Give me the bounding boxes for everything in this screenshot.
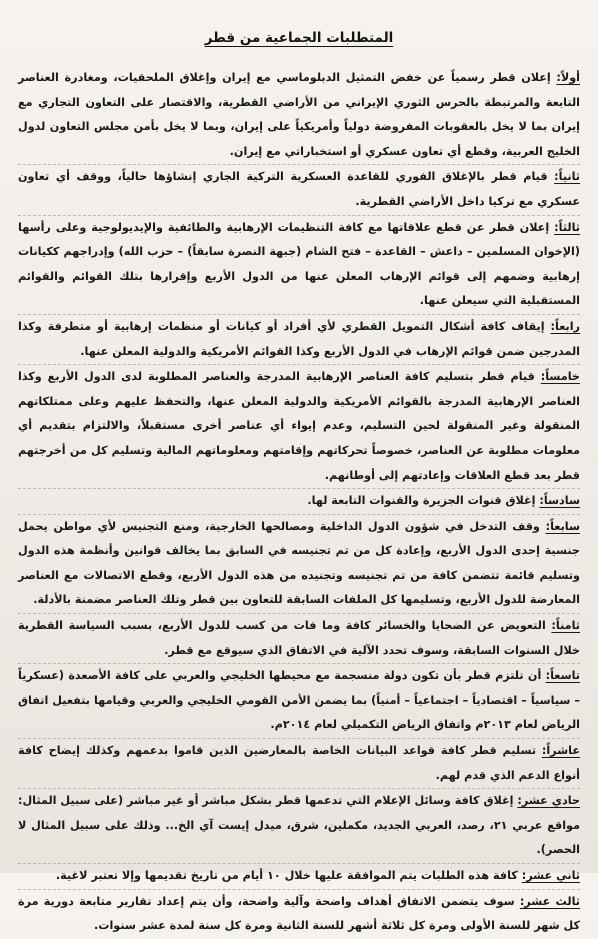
demand-paragraph-6 <box>18 489 580 514</box>
demand-paragraph-9 <box>18 664 580 738</box>
paragraph-text: وقف التدخل في شؤون الدول الداخلية ومصالحها الخارجية، ومنع التجنيس لأي مواطن يحمل جنسية إحدى الدول الأربع، وإعادة كل من تم تجنيسه في السابق بما يخالف قوانين وأنظمة هذه الدول وتسليم قائمة تتضمن كافة من تم تجنيسه وتجنيده من هذه الدول الأربع، وقطع الاتصالات مع العناصر المعارضة للدول الأربع، وتسليمها كل الملفات السابقة للتعاون بين قطر وتلك العناصر مضمنة بالأدلة. <box>18 519 580 607</box>
paragraph-text: إغلاق قنوات الجزيرة والقنوات التابعة لها. <box>307 494 540 508</box>
paragraph-label: ثالث عشر: <box>519 894 580 908</box>
demand-paragraph-7 <box>18 515 580 613</box>
paragraph-text: سوف يتضمن الاتفاق أهداف واضحة وآلية واضحة، وأن يتم إعداد تقارير متابعة دورية مرة كل شهر للسنة الأولى ومرة كل ثلاثة أشهر للسنة الثانية ومرة كل سنة لمدة عشر سنوات. <box>18 894 580 933</box>
paragraph-label: ثاني عشر: <box>521 869 580 882</box>
paragraph-label: سادساً: <box>539 494 580 508</box>
paragraph-label: ثالثاً: <box>554 220 580 234</box>
paragraph-label: سابعاً: <box>545 519 580 533</box>
paragraph-label: أولاً: <box>556 71 580 84</box>
demand-paragraph-12 <box>18 864 580 889</box>
paragraph-label: تاسعاً: <box>545 669 580 683</box>
demand-paragraph-1 <box>18 66 580 164</box>
paragraph-text: كافة هذه الطلبات يتم الموافقة عليها خلال ١٠ أيام من تاريخ تقديمها وإلا تعتبر لاغية. <box>55 869 522 882</box>
demand-paragraph-13 <box>18 890 580 939</box>
paragraph-label: رابعاً: <box>550 319 580 333</box>
paragraph-label: خامساً: <box>540 370 580 384</box>
paragraph-text: تسليم قطر كافة قواعد البيانات الخاصة بالمعارضين الذين قاموا بدعمهم وكذلك إيضاح كافة أنواع الدعم الذي قدم لهم. <box>18 744 580 782</box>
paragraph-text: التعويض عن الضحايا والخسائر كافة وما فات من كسب للدول الأربع، بسبب السياسة القطرية خلال السنوات السابقة، وسوف تحدد الآلية في الاتفاق الذي سيوقع مع قطر. <box>18 619 580 657</box>
paragraph-text: قيام قطر بتسليم كافة العناصر الإرهابية المدرجة والعناصر المطلوبة لدى الدول الأربع وكذا العناصر الإرهابية المدرجة بالقوائم الأمريكية والدولية المعلن عنها، والتحفظ عليهم وعلى ممتلكاتهم المنقولة وغير المنقولة لحين التسليم، وعدم إيواء أي عناصر أخرى مستقبلاً، والالتزام بتقديم أي معلومات مطلوبة عن العناصر، خصوصاً تحركاتهم وإقامتهم ومعلوماتهم المالية وتسليم كل من أخرجتهم قطر بعد قطع العلاقات وإعادتهم إلى أوطانهم. <box>18 370 580 482</box>
paragraph-label: ثامناً: <box>551 619 580 633</box>
demand-paragraph-3 <box>18 216 580 314</box>
paragraph-text: إعلان قطر رسمياً عن خفض التمثيل الدبلوماسي مع إيران وإغلاق الملحقيات، ومغادرة العناصر التابعة والمرتبطة بالحرس الثوري الإيراني من الأراضي القطرية، والاقتصار على التعاون التجاري مع إيران بما لا يخل بالعقوبات المفروضة دولياً وأمريكياً على إيران، وبما لا يخل بأمن مجلس التعاون لدول الخليج العربية، وقطع أي تعاون عسكري أو استخباراتي مع إيران. <box>18 71 580 158</box>
paragraph-label: حادي عشر: <box>517 794 580 808</box>
paragraph-label: عاشراً: <box>541 744 580 758</box>
paragraph-text: إيقاف كافة أشكال التمويل القطري لأي أفراد أو كيانات أو منظمات إرهابية أو متطرفة وكذا المدرجين ضمن قوائم الإرهاب في الدول الأربع وكذا القوائم الأمريكية والدولية المعلن عنها. <box>18 319 580 358</box>
paragraph-text: إعلان قطر عن قطع علاقاتها مع كافة التنظيمات الإرهابية والطائفية والإيديولوجية وعلى رأسها (الإخوان المسلمين – داعش – القاعدة – فتح الشام (جبهة النصرة سابقاً) – حزب الله) وإدراجهم ككيانات إرهابية وضمهم إلى قوائم الإرهاب المعلن عنها من الدول الأربع وإقرارها بتلك القوائم والقوائم المستقبلية التي سيعلن عنها. <box>18 220 580 308</box>
demand-paragraph-4 <box>18 315 580 364</box>
document-body <box>18 66 580 939</box>
demand-paragraph-8 <box>18 614 580 663</box>
paragraph-text: أن تلتزم قطر بأن تكون دولة منسجمة مع محيطها الخليجي والعربي على كافة الأصعدة (عسكرياً – سياسياً – اقتصادياً – اجتماعياً – أمنياً) بما يضمن الأمن القومي الخليجي والعربي وقيامها بتفعيل اتفاق الرياض لعام ٢٠١٣م واتفاق الرياض التكميلي لعام ٢٠١٤م. <box>18 669 580 732</box>
paragraph-text: إغلاق كافة وسائل الإعلام التي تدعمها قطر بشكل مباشر أو غير مباشر (على سبيل المثال: مواقع عربي ٢١، رصد، العربي الجديد، مكملين، شرق، ميدل إيست آي الخ... وذلك على سبيل المثال لا الحصر). <box>18 794 580 857</box>
demand-paragraph-11 <box>18 789 580 863</box>
document-title: المتطلبات الجماعية من قطر <box>204 30 394 46</box>
demand-paragraph-10 <box>18 739 580 788</box>
paragraph-text: قيام قطر بالإغلاق الفوري للقاعدة العسكرية التركية الجاري إنشاؤها حالياً، ووقف أي تعاون عسكري مع تركيا داخل الأراضي القطرية. <box>18 170 580 208</box>
demand-paragraph-5 <box>18 365 580 488</box>
paragraph-label: ثانياً: <box>554 170 580 184</box>
demand-paragraph-2 <box>18 165 580 214</box>
